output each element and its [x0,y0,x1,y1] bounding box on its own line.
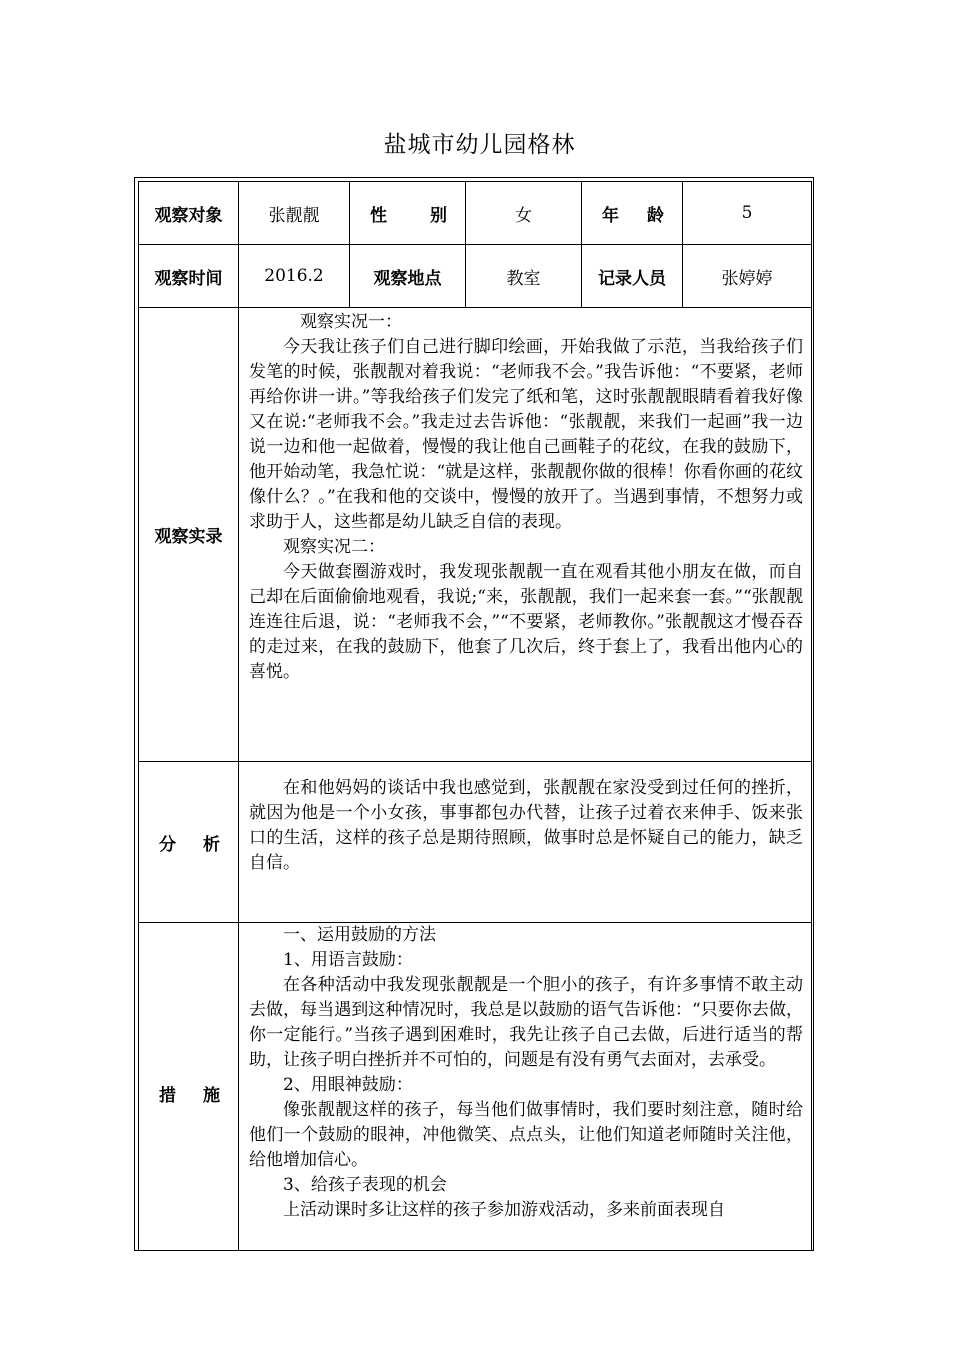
measures-paragraph: 1、用语言鼓励： [283,950,413,970]
table-row [139,308,812,762]
measures-label [139,923,239,1252]
age-label-b: 龄 [647,205,664,226]
subject-value: 张靓靓 [239,182,350,245]
gender-label [350,182,466,245]
time-label: 观察时间 [139,245,239,308]
age-label [582,182,683,245]
measures-paragraph: 一、运用鼓励的方法 [283,925,436,945]
measures-paragraph: 3、给孩子表现的机会 [283,1175,447,1195]
analysis-content [239,762,812,923]
measures-paragraph: 上活动课时多让这样的孩子参加游戏活动，多来前面表现自 [283,1200,725,1220]
table-row [139,923,812,1252]
table-row [139,762,812,923]
observation-table [138,181,812,1251]
observation-form [134,177,814,1251]
document-title: 盐城市幼儿园格林 [383,132,576,158]
measures-paragraph: 像张靓靓这样的孩子，每当他们做事情时，我们要时刻注意，随时给他们一个鼓励的眼神，冲他微笑、点点头，让他们知道老师随时关注他，给他增加信心。 [249,1100,803,1170]
measures-content [239,923,812,1252]
analysis-label [139,762,239,923]
time-value: 2016.2 [239,245,350,308]
age-label-a: 年 [602,205,619,226]
table-row [139,182,812,245]
table-row [139,245,812,308]
recorder-value: 张婷婷 [683,245,812,308]
record-paragraph: 观察实况一： [300,312,402,332]
record-label: 观察实录 [139,308,239,762]
place-label: 观察地点 [350,245,466,308]
gender-label-a: 性 [370,205,387,226]
measures-label-b: 施 [203,1085,220,1106]
record-paragraph: 观察实况二： [283,537,385,557]
place-value: 教室 [466,245,582,308]
record-content [239,308,812,762]
gender-label-b: 别 [430,205,447,226]
measures-paragraph: 2、用眼神鼓励： [283,1075,413,1095]
gender-value: 女 [466,182,582,245]
analysis-paragraph: 在和他妈妈的谈话中我也感觉到，张靓靓在家没受到过任何的挫折，就因为他是一个小女孩，事事都包办代替，让孩子过着衣来伸手、饭来张口的生活，这样的孩子总是期待照顾，做事时总是怀疑自己的能力，缺乏自信。 [249,778,803,873]
analysis-label-a: 分 [159,834,176,855]
record-paragraph: 今天做套圈游戏时，我发现张靓靓一直在观看其他小朋友在做，而自己却在后面偷偷地观看，我说;“来，张靓靓，我们一起来套一套。”“张靓靓连连往后退，说：“老师我不会，”“不要紧，老师教你。”张靓靓这才慢吞吞的走过来，在我的鼓励下，他套了几次后，终于套上了，我看出他内心的喜悦。 [249,562,803,682]
measures-paragraph: 在各种活动中我发现张靓靓是一个胆小的孩子，有许多事情不敢主动去做，每当遇到这种情况时，我总是以鼓励的语气告诉他：“只要你去做，你一定能行。”当孩子遇到困难时，我先让孩子自己去做，后进行适当的帮助，让孩子明白挫折并不可怕的，问题是有没有勇气去面对，去承受。 [249,975,803,1070]
subject-label: 观察对象 [139,182,239,245]
analysis-label-b: 析 [203,834,220,855]
recorder-label: 记录人员 [582,245,683,308]
record-paragraph: 今天我让孩子们自己进行脚印绘画，开始我做了示范，当我给孩子们发笔的时候，张靓靓对着我说：“老师我不会。”我告诉他：“不要紧，老师再给你讲一讲。”等我给孩子们发完了纸和笔，这时张靓靓眼睛看着我好像又在说:“老师我不会。”我走过去告诉他：“张靓靓，来我们一起画”我一边说一边和他一起做着，慢慢的我让他自己画鞋子的花纹，在我的鼓励下，他开始动笔，我急忙说：“就是这样，张靓靓你做的很棒！你看你画的花纹像什么？。”在我和他的交谈中，慢慢的放开了。当遇到事情，不想努力或求助于人，这些都是幼儿缺乏自信的表现。 [249,337,803,532]
age-value: 5 [683,182,812,245]
measures-label-a: 措 [159,1085,176,1106]
